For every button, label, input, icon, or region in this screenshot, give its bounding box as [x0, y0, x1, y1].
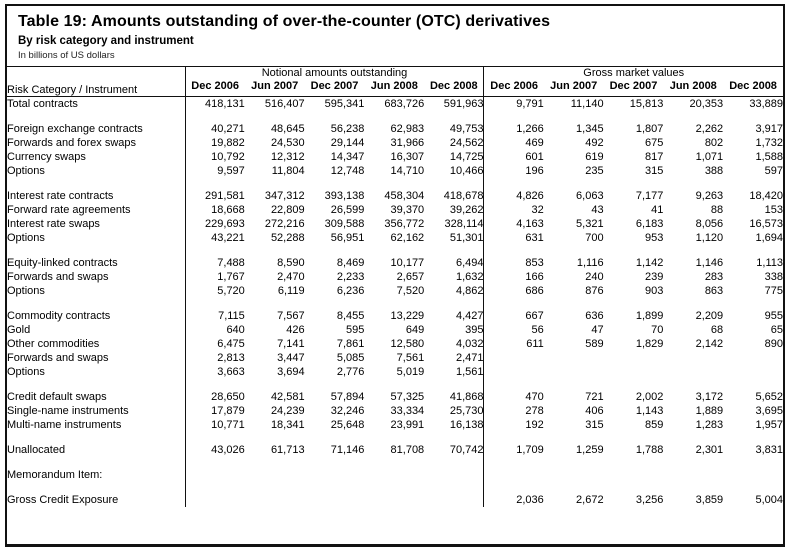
data-cell: 3,859: [695, 494, 724, 506]
data-cell: 18,420: [749, 190, 783, 202]
data-cell: 32: [531, 204, 544, 216]
data-cell: 863: [704, 285, 724, 297]
data-cell: 2,209: [695, 310, 724, 322]
data-cell: 406: [585, 405, 604, 417]
data-cell: [364, 457, 424, 482]
group-header-notional: Notional amounts outstanding: [185, 67, 484, 80]
data-cell: 10,177: [390, 257, 425, 269]
data-cell: 859: [645, 419, 664, 431]
data-cell: 68: [710, 324, 724, 336]
data-cell: [185, 457, 245, 482]
data-cell: 338: [764, 271, 783, 283]
data-cell: [544, 351, 604, 365]
data-cell: 1,345: [576, 123, 604, 135]
row-label: Total contracts: [7, 97, 185, 112]
row-label: Single-name instruments: [7, 404, 185, 418]
data-cell: 18,668: [211, 204, 245, 216]
table-row: [7, 164, 783, 178]
data-cell: 25,648: [330, 419, 365, 431]
data-cell: 81,708: [390, 444, 425, 456]
data-cell: 328,114: [424, 217, 484, 231]
data-cell: 43,026: [211, 444, 245, 456]
data-cell: 395: [424, 323, 484, 337]
data-cell: 1,283: [695, 419, 724, 431]
data-cell: 17,879: [211, 405, 245, 417]
data-cell: 1,788: [635, 444, 664, 456]
data-cell: 3,172: [695, 391, 724, 403]
data-cell: 619: [585, 151, 604, 163]
row-header-label: Risk Category / Instrument: [7, 67, 185, 97]
column-header: Dec 2008: [424, 79, 484, 97]
table-row: [7, 351, 783, 365]
data-cell: 47: [591, 324, 604, 336]
table-row: [7, 404, 783, 418]
column-header: Dec 2006: [191, 80, 239, 92]
table-row: [7, 178, 783, 203]
table-row: [7, 231, 783, 245]
data-cell: [544, 457, 604, 482]
data-cell: 3,663: [217, 366, 245, 378]
column-header: Jun 2007: [550, 80, 598, 92]
data-cell: 70,742: [424, 432, 484, 457]
data-cell: 683,726: [384, 98, 425, 110]
row-label: Multi-name instruments: [7, 418, 185, 432]
data-cell: 7,561: [396, 352, 425, 364]
data-cell: 775: [764, 285, 783, 297]
row-label: Interest rate contracts: [7, 178, 185, 203]
data-cell: [305, 457, 365, 482]
data-cell: 597: [764, 165, 783, 177]
data-cell: 14,725: [424, 150, 484, 164]
data-cell: 24,239: [270, 405, 305, 417]
data-cell: [544, 365, 604, 379]
data-cell: 12,748: [330, 165, 365, 177]
data-cell: 5,720: [217, 285, 245, 297]
table-row: [7, 337, 783, 351]
data-cell: 1,561: [424, 365, 484, 379]
data-cell: 43: [591, 204, 604, 216]
data-cell: 6,183: [635, 218, 664, 230]
group-header-row: [7, 67, 783, 80]
data-cell: 591,963: [424, 97, 484, 112]
data-cell: [484, 365, 544, 379]
data-cell: 13,229: [390, 310, 425, 322]
data-cell: 2,233: [336, 271, 365, 283]
data-cell: 3,694: [277, 366, 305, 378]
data-cell: 16,573: [749, 218, 783, 230]
data-cell: 51,301: [424, 231, 484, 245]
data-cell: 309,588: [324, 218, 365, 230]
data-cell: 24,530: [270, 137, 305, 149]
data-cell: 817: [645, 151, 664, 163]
data-cell: 62,162: [390, 232, 425, 244]
data-cell: 41,868: [424, 379, 484, 404]
data-cell: 16,307: [390, 151, 425, 163]
table-header: [7, 67, 783, 97]
data-cell: [723, 457, 783, 482]
data-cell: [245, 457, 305, 482]
data-cell: 393,138: [324, 190, 365, 202]
data-cell: 10,771: [211, 419, 245, 431]
data-cell: [604, 365, 664, 379]
data-cell: 56,238: [330, 123, 365, 135]
data-cell: 6,475: [217, 338, 245, 350]
data-cell: 1,071: [695, 151, 724, 163]
data-cell: 29,144: [330, 137, 365, 149]
column-header: Dec 2007: [310, 80, 359, 92]
data-cell: 12,580: [390, 338, 425, 350]
data-cell: 1,146: [695, 257, 724, 269]
data-cell: 153: [764, 204, 783, 216]
row-label: Commodity contracts: [7, 298, 185, 323]
data-cell: 22,809: [270, 204, 305, 216]
data-cell: 12,312: [270, 151, 305, 163]
table-row: [7, 298, 783, 323]
data-cell: 686: [525, 285, 544, 297]
row-label: Forward rate agreements: [7, 203, 185, 217]
data-cell: 1,767: [217, 271, 245, 283]
data-cell: 1,143: [635, 405, 664, 417]
data-cell: 196: [525, 165, 544, 177]
data-cell: 6,119: [277, 285, 305, 297]
data-cell: 57,325: [390, 391, 425, 403]
data-cell: 16,138: [424, 418, 484, 432]
data-cell: [663, 457, 723, 482]
row-label: Options: [7, 284, 185, 298]
data-cell: 14,347: [330, 151, 365, 163]
data-cell: 7,115: [218, 310, 245, 322]
page-subtitle: By risk category and instrument: [18, 35, 194, 47]
row-label: Forwards and forex swaps: [7, 136, 185, 150]
data-cell: 291,581: [205, 190, 245, 202]
data-cell: 458,304: [384, 190, 425, 202]
data-cell: 32,246: [330, 405, 365, 417]
data-cell: 39,370: [390, 204, 425, 216]
data-cell: 636: [585, 310, 604, 322]
data-cell: [364, 482, 424, 507]
data-cell: 8,056: [695, 218, 724, 230]
data-cell: 4,862: [424, 284, 484, 298]
data-cell: [424, 482, 484, 507]
data-cell: 853: [525, 257, 544, 269]
data-cell: [723, 365, 783, 379]
data-cell: 7,177: [635, 190, 664, 202]
data-cell: 62,983: [390, 123, 425, 135]
data-cell: 88: [710, 204, 724, 216]
data-cell: 24,562: [424, 136, 484, 150]
data-cell: 2,002: [635, 391, 664, 403]
data-cell: 2,776: [336, 366, 365, 378]
data-cell: 5,019: [396, 366, 425, 378]
row-label: Credit default swaps: [7, 379, 185, 404]
data-cell: 11,140: [570, 98, 604, 110]
data-cell: 1,889: [695, 405, 724, 417]
table-row: [7, 379, 783, 404]
data-cell: 2,301: [695, 444, 724, 456]
column-header: Jun 2008: [669, 80, 717, 92]
data-cell: 7,567: [277, 310, 305, 322]
table-row: [7, 150, 783, 164]
data-cell: 4,032: [424, 337, 484, 351]
data-cell: 955: [764, 310, 783, 322]
row-label: Options: [7, 365, 185, 379]
data-cell: 48,645: [270, 123, 305, 135]
data-cell: 11,804: [271, 165, 305, 177]
data-cell: 418,131: [205, 98, 245, 110]
data-cell: [484, 457, 544, 482]
data-cell: 1,632: [424, 270, 484, 284]
data-cell: 19,882: [211, 137, 245, 149]
data-cell: 6,063: [576, 190, 604, 202]
data-cell: 1,120: [695, 232, 724, 244]
data-cell: 700: [585, 232, 604, 244]
table-body: [7, 97, 783, 508]
data-cell: 71,146: [330, 444, 365, 456]
data-cell: 2,471: [424, 351, 484, 365]
data-cell: 28,650: [211, 391, 245, 403]
data-cell: 229,693: [205, 218, 245, 230]
data-cell: 42,581: [270, 391, 305, 403]
data-cell: 26,599: [330, 204, 365, 216]
table-frame: [5, 4, 785, 547]
data-cell: 953: [645, 232, 664, 244]
data-cell: 315: [645, 165, 664, 177]
column-header: Jun 2007: [251, 80, 299, 92]
data-cell: 3,831: [755, 444, 783, 456]
data-cell: 8,469: [336, 257, 365, 269]
data-cell: [305, 482, 365, 507]
data-cell: 667: [525, 310, 544, 322]
title-block: [7, 6, 783, 64]
data-cell: [484, 351, 544, 365]
data-cell: 611: [526, 338, 544, 350]
data-cell: 9,791: [516, 98, 544, 110]
data-cell: 469: [525, 137, 544, 149]
data-cell: 235: [585, 165, 604, 177]
data-cell: 56: [531, 324, 544, 336]
data-cell: 315: [585, 419, 604, 431]
table-row: [7, 136, 783, 150]
data-cell: 903: [645, 285, 664, 297]
data-cell: 4,826: [516, 190, 544, 202]
data-cell: 2,036: [516, 494, 544, 506]
data-cell: 1,709: [516, 444, 544, 456]
data-cell: 20,353: [689, 98, 724, 110]
data-cell: 640: [226, 324, 245, 336]
table-row: [7, 418, 783, 432]
data-cell: 8,455: [336, 310, 365, 322]
data-cell: 492: [585, 137, 604, 149]
data-cell: 595,341: [324, 98, 365, 110]
column-header: Dec 2006: [490, 80, 538, 92]
data-cell: 40,271: [211, 123, 245, 135]
table-row: [7, 432, 783, 457]
data-cell: 6,494: [424, 245, 484, 270]
data-cell: 649: [405, 324, 425, 336]
data-cell: 33,334: [390, 405, 425, 417]
data-cell: 15,813: [629, 98, 664, 110]
table-row: [7, 111, 783, 136]
data-cell: 721: [585, 391, 604, 403]
data-cell: 18,341: [270, 419, 305, 431]
data-cell: 41: [651, 204, 664, 216]
table-row: [7, 245, 783, 270]
data-cell: 3,256: [635, 494, 664, 506]
table-row: [7, 457, 783, 482]
data-cell: [663, 365, 723, 379]
data-cell: 1,694: [755, 232, 783, 244]
data-cell: 9,597: [217, 165, 245, 177]
data-cell: [245, 482, 305, 507]
data-cell: 516,407: [264, 98, 305, 110]
data-cell: 10,466: [424, 164, 484, 178]
data-cell: 166: [525, 271, 544, 283]
data-cell: 43,221: [211, 232, 245, 244]
table-row: [7, 284, 783, 298]
data-cell: 2,262: [695, 123, 724, 135]
data-cell: 631: [525, 232, 544, 244]
data-cell: 5,004: [755, 494, 783, 506]
data-cell: 14,710: [390, 165, 425, 177]
data-cell: 7,520: [396, 285, 425, 297]
row-label: Forwards and swaps: [7, 270, 185, 284]
row-label: Gross Credit Exposure: [7, 482, 185, 507]
data-cell: [185, 482, 245, 507]
page-title: Table 19: Amounts outstanding of over-the-counter (OTC) derivatives: [18, 13, 551, 30]
row-label: Gold: [7, 323, 185, 337]
data-cell: 890: [764, 338, 783, 350]
data-cell: 470: [525, 391, 544, 403]
data-cell: 52,288: [270, 232, 305, 244]
table-row: [7, 217, 783, 231]
table-row: [7, 270, 783, 284]
data-cell: 6,236: [336, 285, 365, 297]
data-cell: 9,263: [695, 190, 724, 202]
data-cell: 5,085: [336, 352, 365, 364]
data-cell: 25,730: [424, 404, 484, 418]
data-cell: 272,216: [264, 218, 305, 230]
data-cell: 356,772: [384, 218, 425, 230]
data-cell: [663, 351, 723, 365]
data-cell: 1,113: [756, 257, 783, 269]
otc-derivatives-table: [7, 66, 783, 507]
data-cell: 1,588: [755, 151, 783, 163]
data-cell: 4,163: [516, 218, 544, 230]
data-cell: 1,957: [755, 419, 783, 431]
data-cell: [424, 457, 484, 482]
data-cell: 70: [651, 324, 664, 336]
unit-note: In billions of US dollars: [18, 50, 115, 61]
data-cell: 239: [645, 271, 664, 283]
group-header-gross: Gross market values: [583, 67, 685, 79]
data-cell: 347,312: [264, 190, 305, 202]
data-cell: 10,792: [211, 151, 245, 163]
data-cell: 2,813: [217, 352, 245, 364]
data-cell: 876: [585, 285, 604, 297]
data-cell: 3,695: [755, 405, 783, 417]
data-cell: [604, 457, 664, 482]
data-cell: 7,861: [336, 338, 365, 350]
data-cell: 65: [770, 324, 783, 336]
data-cell: 240: [585, 271, 604, 283]
data-cell: 1,829: [635, 338, 664, 350]
data-cell: 192: [525, 419, 544, 431]
data-cell: 31,966: [390, 137, 425, 149]
data-cell: 426: [286, 324, 305, 336]
data-cell: 61,713: [270, 444, 305, 456]
data-cell: 675: [645, 137, 664, 149]
data-cell: 2,657: [396, 271, 425, 283]
data-cell: 57,894: [330, 391, 365, 403]
data-cell: 7,488: [217, 257, 245, 269]
row-label: Options: [7, 231, 185, 245]
data-cell: 2,142: [695, 338, 724, 350]
table-row: [7, 203, 783, 217]
data-cell: 802: [704, 137, 724, 149]
data-cell: 49,753: [424, 111, 484, 136]
row-label: Interest rate swaps: [7, 217, 185, 231]
row-label: Foreign exchange contracts: [7, 111, 185, 136]
data-cell: 1,899: [635, 310, 664, 322]
column-header: Jun 2008: [370, 80, 418, 92]
data-cell: 1,807: [635, 123, 664, 135]
data-cell: 23,991: [390, 419, 425, 431]
data-cell: 7,141: [277, 338, 305, 350]
data-cell: 1,259: [576, 444, 604, 456]
data-cell: [604, 351, 664, 365]
row-label: Unallocated: [7, 432, 185, 457]
data-cell: 3,447: [277, 352, 305, 364]
data-cell: 5,321: [576, 218, 604, 230]
data-cell: 39,262: [424, 203, 484, 217]
data-cell: 8,590: [277, 257, 305, 269]
data-cell: 2,672: [576, 494, 604, 506]
data-cell: 5,652: [755, 391, 783, 403]
row-label: Equity-linked contracts: [7, 245, 185, 270]
data-cell: 1,732: [755, 137, 783, 149]
data-cell: 1,266: [516, 123, 544, 135]
table-row: [7, 482, 783, 507]
data-cell: 33,889: [749, 98, 783, 110]
data-cell: 1,142: [635, 257, 664, 269]
row-label: Other commodities: [7, 337, 185, 351]
data-cell: 1,116: [576, 257, 604, 269]
row-label: Memorandum Item:: [7, 457, 185, 482]
table-row: [7, 97, 783, 112]
data-cell: 4,427: [424, 298, 484, 323]
data-cell: 601: [525, 151, 544, 163]
row-label: Currency swaps: [7, 150, 185, 164]
row-label: Forwards and swaps: [7, 351, 185, 365]
column-header: Dec 2008: [729, 80, 777, 92]
table-row: [7, 365, 783, 379]
data-cell: 2,470: [277, 271, 305, 283]
column-header: Dec 2007: [609, 80, 658, 92]
data-cell: 283: [704, 271, 724, 283]
data-cell: 418,678: [424, 178, 484, 203]
table-row: [7, 323, 783, 337]
row-label: Options: [7, 164, 185, 178]
data-cell: 3,917: [755, 123, 783, 135]
data-cell: 56,951: [330, 232, 365, 244]
data-cell: 388: [704, 165, 724, 177]
data-cell: 595: [346, 324, 365, 336]
data-cell: 589: [585, 338, 604, 350]
data-cell: 278: [525, 405, 544, 417]
data-cell: [723, 351, 783, 365]
